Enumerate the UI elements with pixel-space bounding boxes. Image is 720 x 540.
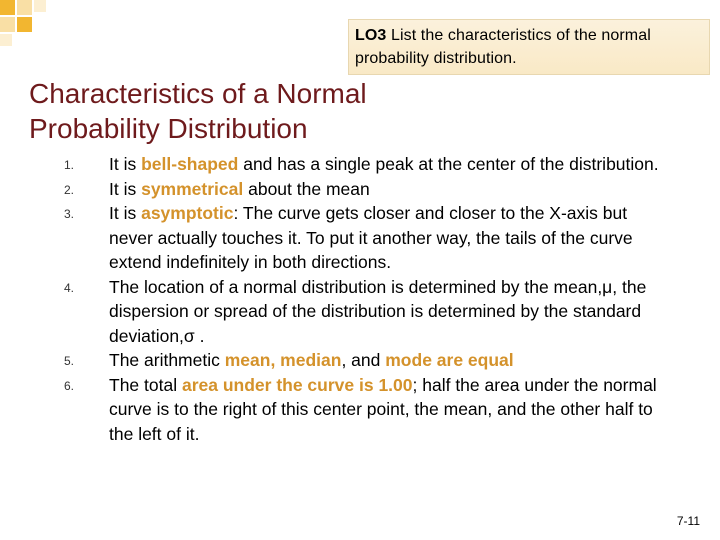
decor-square bbox=[0, 0, 15, 15]
item-text: The location of a normal distribution is determined by the mean,μ, the dispersion or spread of the distribution is determined by the standard deviation,σ . bbox=[109, 276, 647, 346]
slide-title: Characteristics of a Normal Probability Distribution bbox=[29, 78, 367, 144]
decor-square bbox=[0, 17, 15, 32]
item-text: It is bbox=[109, 178, 142, 199]
list-item bbox=[64, 348, 664, 373]
characteristics-list bbox=[64, 152, 664, 446]
decor-square bbox=[34, 0, 46, 12]
item-text: , and bbox=[341, 350, 386, 370]
item-text: ; half the area under the normal curve is to the right of this center point, the mean, and the other half to the left of it. bbox=[109, 374, 657, 444]
list-item bbox=[64, 177, 664, 202]
list-item bbox=[64, 152, 664, 177]
learning-objective-box bbox=[348, 19, 710, 75]
item-text: about the mean bbox=[243, 178, 370, 199]
item-text: It is bbox=[109, 203, 142, 223]
highlighted-text: bell-shaped bbox=[141, 154, 239, 174]
item-number: 5. bbox=[64, 354, 75, 368]
list-item bbox=[64, 373, 664, 447]
item-text: and has a single peak at the center of the distribution. bbox=[238, 154, 659, 174]
highlighted-text: area under the curve is 1.00 bbox=[181, 374, 413, 395]
highlighted-text: symmetrical bbox=[141, 178, 244, 199]
list-item bbox=[64, 201, 664, 275]
highlighted-text: mode are equal bbox=[385, 350, 514, 370]
highlighted-text: mean, median bbox=[224, 350, 342, 370]
decor-square bbox=[17, 17, 32, 32]
item-text: It is bbox=[109, 154, 142, 174]
decor-square bbox=[0, 34, 12, 46]
item-number: 3. bbox=[64, 207, 75, 221]
page-number: 7-11 bbox=[676, 514, 700, 528]
item-text: The total bbox=[109, 374, 182, 395]
highlighted-text: asymptotic bbox=[141, 203, 234, 223]
decor-square bbox=[17, 0, 32, 15]
item-number: 4. bbox=[64, 280, 75, 295]
lo-text: List the characteristics of the normal probability distribution. bbox=[355, 27, 651, 67]
item-text: : The curve gets closer and closer to the X-axis but never actually touches it. To put it another way, the tails of the curve extend indefinitely in both directions. bbox=[109, 203, 633, 272]
item-number: 1. bbox=[64, 158, 75, 172]
list-item bbox=[64, 275, 664, 349]
item-text: The arithmetic bbox=[109, 350, 225, 370]
item-number: 2. bbox=[64, 182, 75, 197]
item-number: 6. bbox=[64, 378, 75, 393]
lo-code: LO3 bbox=[355, 27, 387, 44]
